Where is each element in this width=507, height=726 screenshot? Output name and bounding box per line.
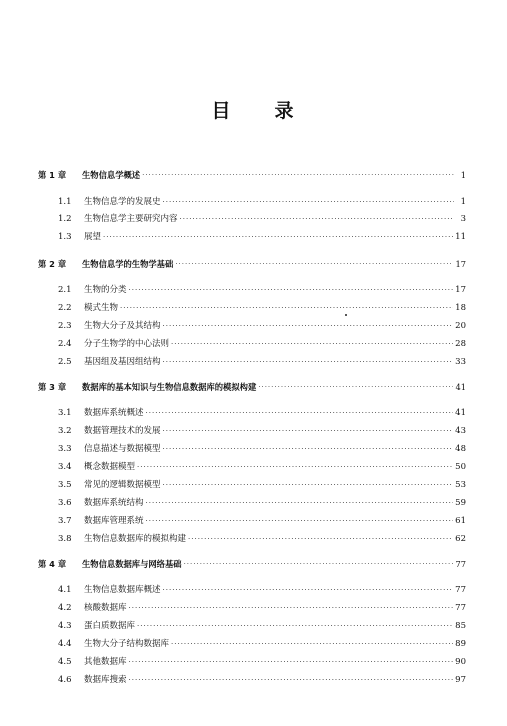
dot-leader [146,496,454,510]
dot-leader [142,168,454,182]
toc-section-row [58,195,466,209]
section-number: 2.4 [58,339,72,349]
section-number: 4.2 [58,603,72,613]
page-number: 50 [455,462,466,472]
dot-leader [171,337,453,351]
toc-section-row [58,532,466,546]
dot-leader [163,195,454,209]
title-part-2: 录 [274,100,296,122]
page-number: 61 [455,516,466,526]
toc-section-row [58,514,466,528]
dot-leader [129,283,454,297]
page-number: 43 [455,426,466,436]
section-title: 其他数据库 [84,657,127,667]
section-number: 2.3 [58,321,72,331]
section-title: 数据库系统概述 [84,408,144,418]
section-title: 数据库管理系统 [84,516,144,526]
dot-leader [163,355,454,369]
page-number: 53 [455,480,466,490]
chapter-number: 第 1 章 [38,170,67,180]
section-number: 3.6 [58,498,72,508]
page-number: 1 [460,170,466,180]
section-number: 2.2 [58,303,72,313]
section-number: 1.2 [58,214,72,224]
section-title: 生物大分子及其结构 [84,321,161,331]
dot-leader [120,301,453,315]
dot-leader [103,230,453,244]
dot-leader [129,655,454,669]
section-title: 展望 [84,232,102,242]
page-number: 41 [455,382,466,392]
toc-chapter-row [38,380,466,394]
page-number: 17 [455,285,466,295]
toc-section-row [58,406,466,420]
section-title: 数据库搜索 [84,675,127,685]
page-number: 1 [460,197,466,207]
dot-leader [146,406,454,420]
dot-leader [184,557,454,571]
page-number: 59 [455,498,466,508]
section-number: 4.4 [58,639,72,649]
page-number: 20 [455,321,466,331]
section-number: 2.1 [58,285,72,295]
chapter-title: 生物信息学的生物学基础 [82,259,174,269]
dot-leader [163,442,454,456]
toc-chapter-row [38,168,466,182]
section-number: 3.3 [58,444,72,454]
section-title: 生物信息学主要研究内容 [84,214,178,224]
dot-leader [163,424,454,438]
page-number: 77 [455,603,466,613]
chapter-title: 数据库的基本知识与生物信息数据库的模拟构建 [82,382,257,392]
section-number: 4.1 [58,585,72,595]
section-number: 3.2 [58,426,72,436]
section-title: 生物大分子结构数据库 [84,639,170,649]
dot-leader [146,514,454,528]
title-part-1: 目 [211,100,233,122]
section-title: 概念数据模型 [84,462,136,472]
section-number: 3.4 [58,462,72,472]
toc-section-row [58,583,466,597]
section-number: 4.5 [58,657,72,667]
toc-section-row [58,496,466,510]
chapter-title: 生物信息学概述 [82,170,141,180]
section-title: 基因组及基因组结构 [84,357,161,367]
section-title: 信息描述与数据模型 [84,444,161,454]
page-number: 90 [455,657,466,667]
dot-leader [137,460,453,474]
section-number: 3.8 [58,534,72,544]
section-number: 2.5 [58,357,72,367]
page-number: 48 [455,444,466,454]
page-number: 77 [455,559,466,569]
toc-section-row [58,460,466,474]
page-number: 17 [455,259,466,269]
chapter-number: 第 2 章 [38,259,67,269]
toc-section-row [58,619,466,633]
dot-leader [163,583,454,597]
page-title [0,96,507,123]
toc-section-row [58,478,466,492]
page-number: 11 [455,232,466,242]
toc-section-row [58,230,466,244]
dot-leader [129,673,454,687]
toc-section-row [58,655,466,669]
section-title: 常见的逻辑数据模型 [84,480,161,490]
dot-leader [129,601,454,615]
section-number: 4.6 [58,675,72,685]
toc-chapter-row [38,257,466,271]
dot-leader [163,319,454,333]
dot-leader [180,212,454,226]
section-title: 数据库系统结构 [84,498,144,508]
dot-leader [163,478,454,492]
section-title: 数据管理技术的发展 [84,426,161,436]
page-number: 97 [455,675,466,685]
chapter-number: 第 4 章 [38,559,67,569]
page-number: 33 [455,357,466,367]
section-number: 1.3 [58,232,72,242]
toc-section-row [58,355,466,369]
page-number: 77 [455,585,466,595]
dot-leader [188,532,453,546]
dot-leader [175,257,453,271]
page-number: 89 [455,639,466,649]
toc-section-row [58,301,466,315]
page-number: 62 [455,534,466,544]
toc-section-row [58,424,466,438]
toc-chapter-row [38,557,466,571]
page-number: 18 [455,303,466,313]
page-number: 41 [455,408,466,418]
toc-section-row [58,212,466,226]
section-title: 生物信息数据库的模拟构建 [84,534,187,544]
toc-section-row [58,601,466,615]
page-number: 28 [455,339,466,349]
chapter-number: 第 3 章 [38,382,67,392]
toc-section-row [58,442,466,456]
dot-leader [258,380,453,394]
page-number: 3 [460,214,466,224]
section-number: 1.1 [58,197,72,207]
section-number: 3.1 [58,408,72,418]
dot-leader [171,637,453,651]
page-number: 85 [455,621,466,631]
dot-leader [137,619,453,633]
section-title: 蛋白质数据库 [84,621,136,631]
section-title: 核酸数据库 [84,603,127,613]
section-title: 生物信息学的发展史 [84,197,161,207]
toc-section-row [58,319,466,333]
scan-speck [345,314,347,316]
section-number: 4.3 [58,621,72,631]
section-title: 生物的分类 [84,285,127,295]
toc-section-row [58,637,466,651]
section-title: 分子生物学的中心法则 [84,339,170,349]
section-title: 模式生物 [84,303,119,313]
toc-section-row [58,337,466,351]
chapter-title: 生物信息数据库与网络基础 [82,559,182,569]
section-number: 3.5 [58,480,72,490]
section-number: 3.7 [58,516,72,526]
toc-section-row [58,673,466,687]
toc-section-row [58,283,466,297]
section-title: 生物信息数据库概述 [84,585,161,595]
